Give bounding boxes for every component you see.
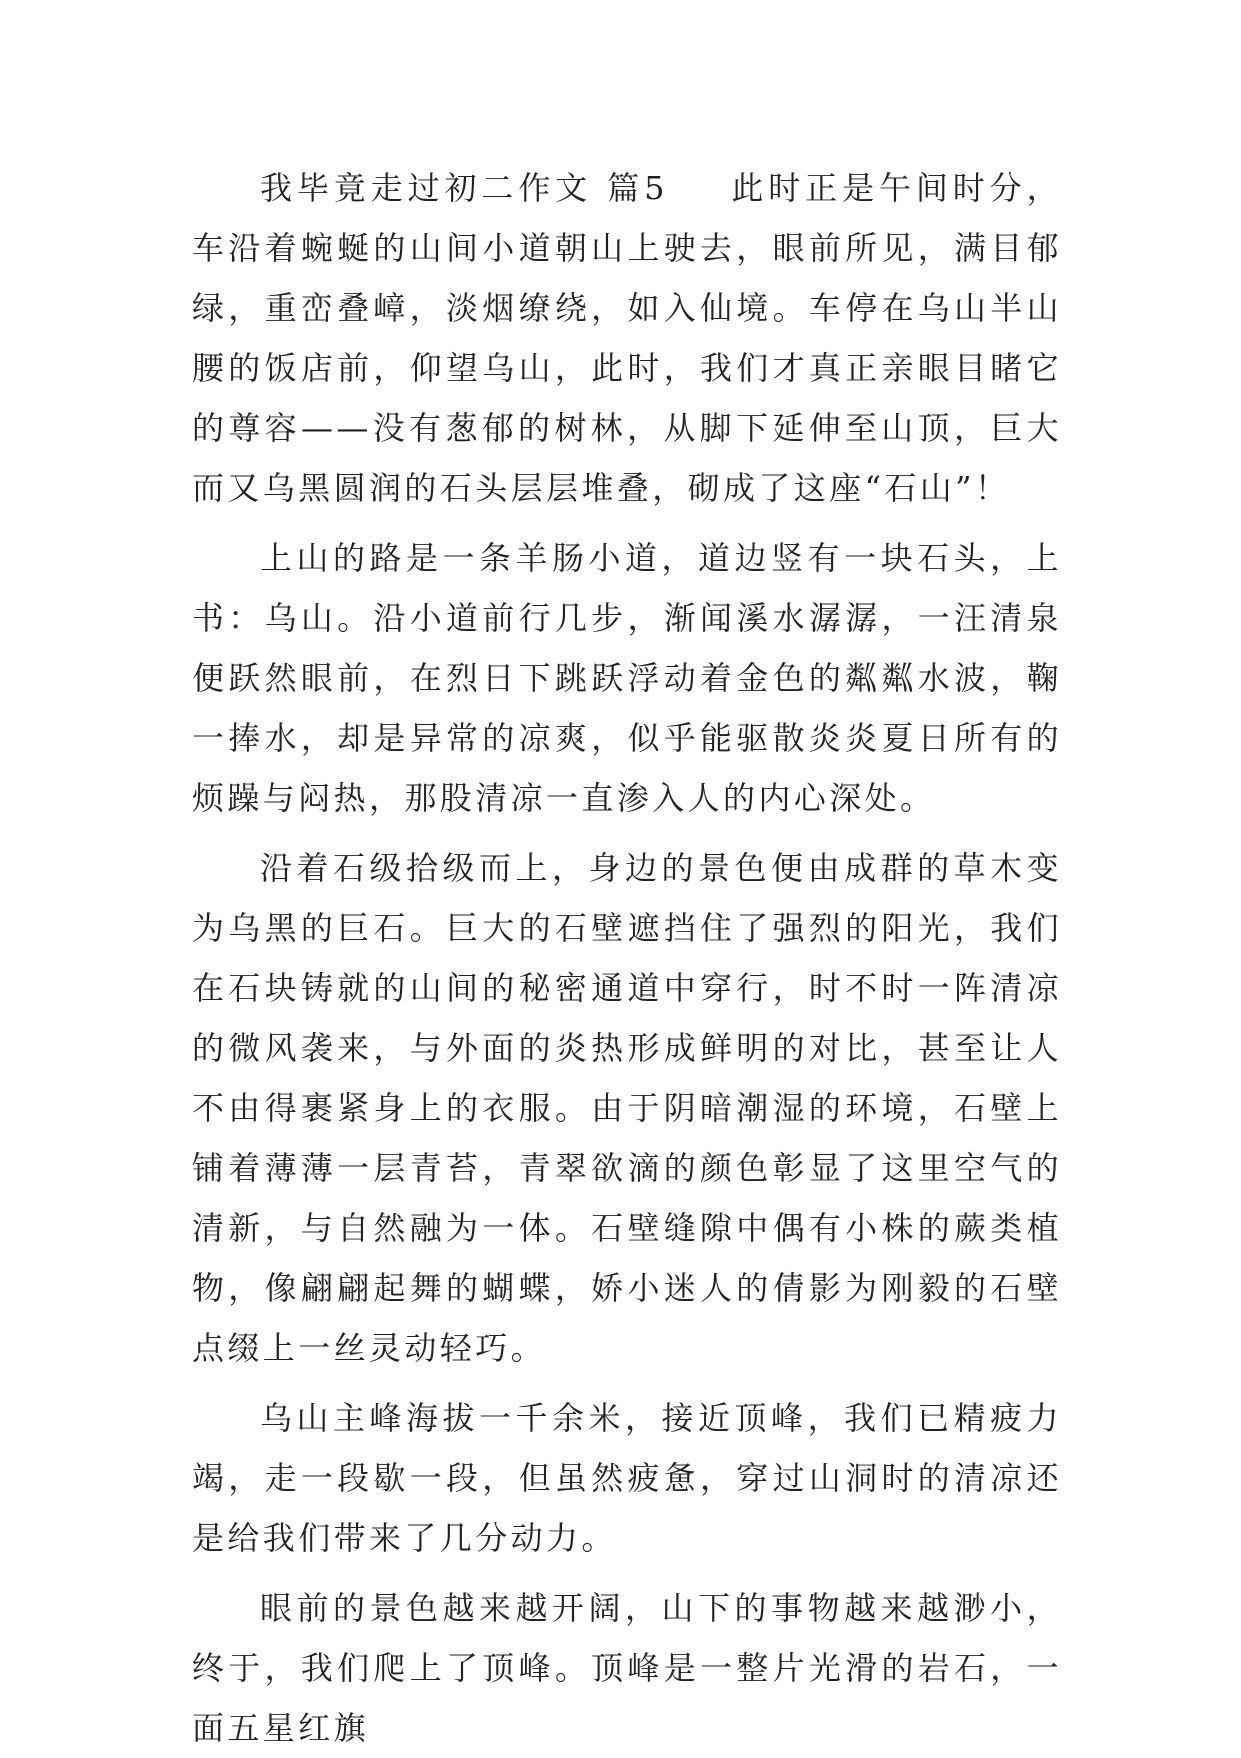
paragraph-5: 眼前的景色越来越开阔，山下的事物越来越渺小，终于，我们爬上了顶峰。顶峰是一整片光滑的岩石，一面五星红旗 [192,1589,1062,1747]
article-title: 我毕竟走过初二作文 篇5 [260,169,668,207]
paragraph-3: 沿着石级拾级而上，身边的景色便由成群的草木变为乌黑的巨石。巨大的石壁遮挡住了强烈的阳光，我们在石块铸就的山间的秘密通道中穿行，时不时一阵清凉的微风袭来，与外面的炎热形成鲜明的对比，甚至让人不由得裹紧身上的衣服。由于阴暗潮湿的环境，石壁上铺着薄薄一层青苔，青翠欲滴的颜色彰显了这里空气的清新，与自然融为一体。石壁缝隙中偶有小株的蕨类植物，像翩翩起舞的蝴蝶，娇小迷人的倩影为刚毅的石壁点缀上一丝灵动轻巧。 [192,849,1062,1367]
paragraph-2: 上山的路是一条羊肠小道，道边竖有一块石头，上书：乌山。沿小道前行几步，渐闻溪水潺潺，一汪清泉便跃然眼前，在烈日下跳跃浮动着金色的粼粼水波，鞠一捧水，却是异常的凉爽，似乎能驱散炎炎夏日所有的烦躁与闷热，那股清凉一直渗入人的内心深处。 [192,539,1062,817]
paragraph-1 [192,158,1062,518]
paragraph-4: 乌山主峰海拔一千余米，接近顶峰，我们已精疲力竭，走一段歇一段，但虽然疲惫，穿过山洞时的清凉还是给我们带来了几分动力。 [192,1399,1062,1557]
article-body [192,158,1062,1758]
paragraph-1-text: 此时正是午间时分，车沿着蜿蜒的山间小道朝山上驶去，眼前所见，满目郁绿，重峦叠嶂，淡烟缭绕，如入仙境。车停在乌山半山腰的饭店前，仰望乌山，此时，我们才真正亲眼目睹它的尊容——没有葱郁的树林，从脚下延伸至山顶，巨大而又乌黑圆润的石头层层堆叠，砌成了这座“石山”！ [192,169,1062,507]
